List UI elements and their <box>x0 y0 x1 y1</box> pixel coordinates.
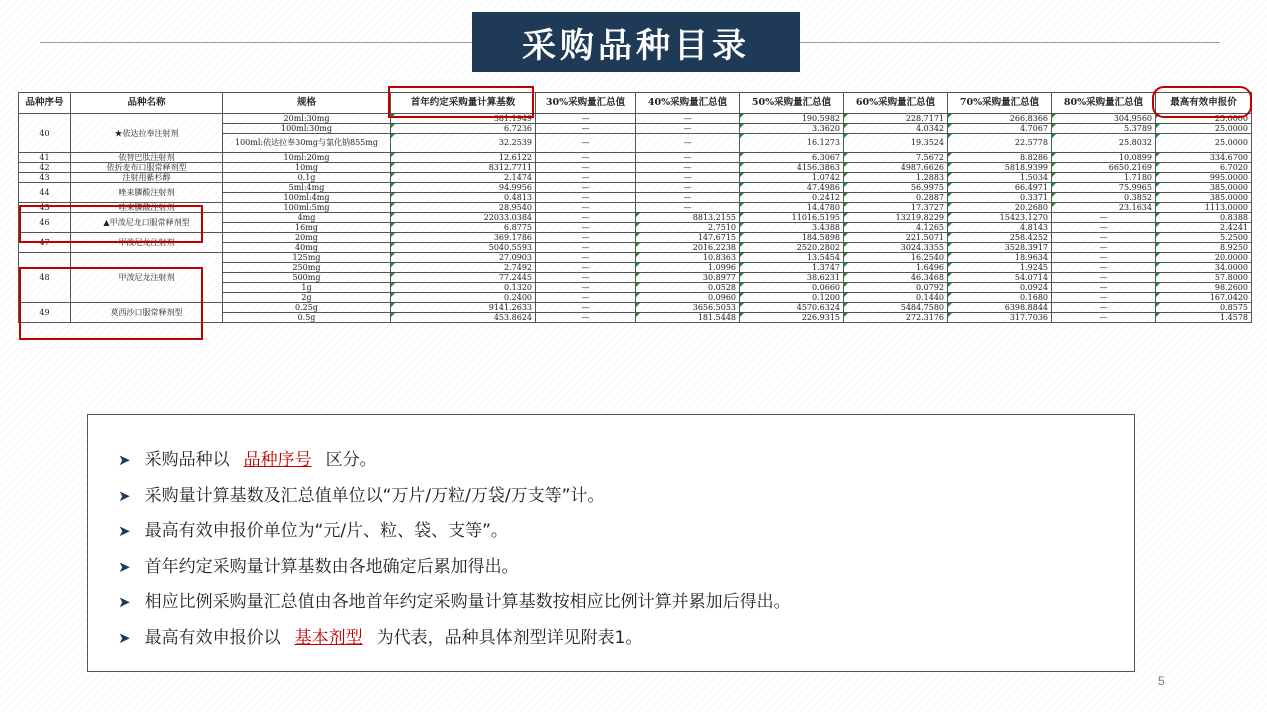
note-text: 相应比例采购量汇总值由各地首年约定采购量计算基数按相应比例计算并累加后得出。 <box>144 592 791 612</box>
p70-cell: 66.4971 <box>948 183 1052 193</box>
p30-cell: — <box>536 173 636 183</box>
p80-cell: — <box>1052 293 1156 303</box>
p40-cell: 0.0960 <box>636 293 740 303</box>
p80-cell: 5.3789 <box>1052 124 1156 134</box>
p30-cell: — <box>536 213 636 223</box>
p60-cell: 272.3176 <box>844 313 948 323</box>
p80-cell: 75.9965 <box>1052 183 1156 193</box>
p40-cell: — <box>636 163 740 173</box>
column-header: 品种序号 <box>19 93 71 114</box>
p50-cell: 3.3620 <box>740 124 844 134</box>
p30-cell: — <box>536 253 636 263</box>
base-cell: 5040.5593 <box>391 243 536 253</box>
price-cell: 385.0000 <box>1156 183 1252 193</box>
p80-cell: — <box>1052 313 1156 323</box>
p70-cell: 54.0714 <box>948 273 1052 283</box>
p70-cell: 18.9634 <box>948 253 1052 263</box>
base-cell: 381.1949 <box>391 114 536 124</box>
p60-cell: 0.2887 <box>844 193 948 203</box>
p60-cell: 13219.8229 <box>844 213 948 223</box>
p70-cell: 0.0924 <box>948 283 1052 293</box>
spec-cell: 20mg <box>223 233 391 243</box>
p70-cell: 8.8286 <box>948 153 1052 163</box>
variety-name-cell: 甲泼尼龙注射剂 <box>71 253 223 303</box>
p50-cell: 2520.2802 <box>740 243 844 253</box>
p30-cell: — <box>536 193 636 203</box>
variety-number-cell: 41 <box>19 153 71 163</box>
p60-cell: 228.7171 <box>844 114 948 124</box>
p60-cell: 17.3727 <box>844 203 948 213</box>
p50-cell: 0.2412 <box>740 193 844 203</box>
table-row <box>19 213 1252 223</box>
p40-cell: — <box>636 124 740 134</box>
p80-cell: 304.9560 <box>1052 114 1156 124</box>
p40-cell: — <box>636 193 740 203</box>
note-item <box>118 550 1134 586</box>
p30-cell: — <box>536 223 636 233</box>
price-cell: 5.2500 <box>1156 233 1252 243</box>
p40-cell: 1.0996 <box>636 263 740 273</box>
spec-cell: 20ml:30mg <box>223 114 391 124</box>
p50-cell: 47.4986 <box>740 183 844 193</box>
p50-cell: 184.5898 <box>740 233 844 243</box>
spec-cell: 500mg <box>223 273 391 283</box>
p40-cell: 0.0528 <box>636 283 740 293</box>
variety-number-cell: 44 <box>19 183 71 203</box>
variety-name-cell: 依替巴肽注射剂 <box>71 153 223 163</box>
p70-cell: 258.4252 <box>948 233 1052 243</box>
p70-cell: 6398.8844 <box>948 303 1052 313</box>
price-cell: 0.8575 <box>1156 303 1252 313</box>
notes-box <box>87 414 1135 672</box>
spec-cell: 100ml:4mg <box>223 193 391 203</box>
table-row <box>19 253 1252 263</box>
p80-cell: — <box>1052 303 1156 313</box>
price-cell: 385.0000 <box>1156 193 1252 203</box>
note-item <box>118 479 1134 515</box>
arrow-bullet-icon: ➤ <box>118 593 131 611</box>
spec-cell: 5ml:4mg <box>223 183 391 193</box>
note-highlight: 基本剂型 <box>294 627 363 648</box>
highlight-rows-44-45 <box>19 205 203 243</box>
note-text: 最高有效申报价单位为“元/片、粒、袋、支等”。 <box>144 521 508 541</box>
column-header: 60%采购量汇总值 <box>844 93 948 114</box>
table-header-row <box>19 93 1252 114</box>
column-header: 品种名称 <box>71 93 223 114</box>
spec-cell: 10ml:20mg <box>223 153 391 163</box>
base-cell: 94.9956 <box>391 183 536 193</box>
table-row <box>19 163 1252 173</box>
price-cell: 34.0000 <box>1156 263 1252 273</box>
p50-cell: 16.1273 <box>740 134 844 153</box>
p70-cell: 4.8143 <box>948 223 1052 233</box>
p50-cell: 1.0742 <box>740 173 844 183</box>
p40-cell: — <box>636 173 740 183</box>
highlight-base-header <box>388 86 534 118</box>
table-row <box>19 153 1252 163</box>
p60-cell: 1.6496 <box>844 263 948 273</box>
base-cell: 12.6122 <box>391 153 536 163</box>
table-row <box>19 183 1252 193</box>
table-row <box>19 203 1252 213</box>
p50-cell: 190.5982 <box>740 114 844 124</box>
price-cell: 334.6700 <box>1156 153 1252 163</box>
title-rule-right <box>800 42 1220 43</box>
p30-cell: — <box>536 233 636 243</box>
spec-cell: 1g <box>223 283 391 293</box>
price-cell: 25.0000 <box>1156 134 1252 153</box>
p50-cell: 11016.5195 <box>740 213 844 223</box>
price-cell: 98.2600 <box>1156 283 1252 293</box>
note-text: 首年约定采购量计算基数由各地确定后累加得出。 <box>144 556 519 577</box>
spec-cell: 0.5g <box>223 313 391 323</box>
page-number: 5 <box>1158 674 1165 688</box>
variety-name-cell: 甲泼尼龙注射剂 <box>71 233 223 253</box>
p30-cell: — <box>536 134 636 153</box>
price-cell: 8.9250 <box>1156 243 1252 253</box>
spec-cell: 100ml:30mg <box>223 124 391 134</box>
p80-cell: — <box>1052 223 1156 233</box>
note-text: 最高有效申报价以 <box>144 627 281 648</box>
p80-cell: — <box>1052 233 1156 243</box>
p50-cell: 226.9315 <box>740 313 844 323</box>
p40-cell: 2016.2238 <box>636 243 740 253</box>
column-header: 首年约定采购量计算基数 <box>391 93 536 114</box>
p70-cell: 5818.9399 <box>948 163 1052 173</box>
p40-cell: — <box>636 203 740 213</box>
base-cell: 28.9540 <box>391 203 536 213</box>
column-header: 50%采购量汇总值 <box>740 93 844 114</box>
p40-cell: 3656.5053 <box>636 303 740 313</box>
p40-cell: — <box>636 183 740 193</box>
p70-cell: 22.5778 <box>948 134 1052 153</box>
p60-cell: 1.2883 <box>844 173 948 183</box>
base-cell: 0.2400 <box>391 293 536 303</box>
p80-cell: 6650.2169 <box>1052 163 1156 173</box>
base-cell: 9141.2633 <box>391 303 536 313</box>
p60-cell: 16.2540 <box>844 253 948 263</box>
p60-cell: 56.9975 <box>844 183 948 193</box>
p30-cell: — <box>536 283 636 293</box>
p30-cell: — <box>536 273 636 283</box>
p40-cell: 8813.2155 <box>636 213 740 223</box>
price-cell: 57.8000 <box>1156 273 1252 283</box>
p30-cell: — <box>536 153 636 163</box>
base-cell: 77.2445 <box>391 273 536 283</box>
variety-number-cell: 45 <box>19 203 71 213</box>
variety-number-cell: 48 <box>19 253 71 303</box>
p50-cell: 0.1200 <box>740 293 844 303</box>
price-cell: 995.0000 <box>1156 173 1252 183</box>
slide-title: 采购品种目录 <box>472 12 800 72</box>
note-highlight: 品种序号 <box>243 450 312 470</box>
spec-cell: 2g <box>223 293 391 303</box>
p80-cell: — <box>1052 263 1156 273</box>
highlight-rows-47-48 <box>19 267 203 340</box>
variety-number-cell: 46 <box>19 213 71 233</box>
p40-cell: — <box>636 114 740 124</box>
note-item <box>118 443 1134 479</box>
base-cell: 0.1320 <box>391 283 536 293</box>
p60-cell: 221.5071 <box>844 233 948 243</box>
base-cell: 22033.0384 <box>391 213 536 223</box>
arrow-bullet-icon: ➤ <box>118 628 131 647</box>
p50-cell: 4570.6324 <box>740 303 844 313</box>
spec-cell: 10mg <box>223 163 391 173</box>
p70-cell: 0.3371 <box>948 193 1052 203</box>
spec-cell: 16mg <box>223 223 391 233</box>
p80-cell: — <box>1052 283 1156 293</box>
variety-name-cell: 唑来膦酸注射剂 <box>71 203 223 213</box>
p50-cell: 3.4388 <box>740 223 844 233</box>
variety-name-cell: 注射用紫杉醇 <box>71 173 223 183</box>
p60-cell: 19.3524 <box>844 134 948 153</box>
base-cell: 27.0903 <box>391 253 536 263</box>
p30-cell: — <box>536 124 636 134</box>
price-cell: 2.4241 <box>1156 223 1252 233</box>
p80-cell: — <box>1052 243 1156 253</box>
p80-cell: — <box>1052 253 1156 263</box>
variety-name-cell: 莫西沙口服常释剂型 <box>71 303 223 323</box>
p70-cell: 4.7067 <box>948 124 1052 134</box>
table-row <box>19 114 1252 124</box>
p30-cell: — <box>536 293 636 303</box>
p40-cell: 2.7510 <box>636 223 740 233</box>
spec-cell: 100ml:5mg <box>223 203 391 213</box>
base-cell: 32.2539 <box>391 134 536 153</box>
spec-cell: 250mg <box>223 263 391 273</box>
note-item <box>118 585 1134 621</box>
note-text: 采购量计算基数及汇总值单位以“万片/万粒/万袋/万支等”计。 <box>144 485 605 506</box>
price-cell: 6.7020 <box>1156 163 1252 173</box>
variety-number-cell: 43 <box>19 173 71 183</box>
base-cell: 369.1786 <box>391 233 536 243</box>
table-body <box>19 114 1252 323</box>
p70-cell: 266.8366 <box>948 114 1052 124</box>
p40-cell: 147.6715 <box>636 233 740 243</box>
p30-cell: — <box>536 263 636 273</box>
p40-cell: — <box>636 153 740 163</box>
p70-cell: 20.2680 <box>948 203 1052 213</box>
p30-cell: — <box>536 313 636 323</box>
column-header: 最高有效申报价 <box>1156 93 1252 114</box>
base-cell: 453.8624 <box>391 313 536 323</box>
p50-cell: 14.4780 <box>740 203 844 213</box>
base-cell: 6.7236 <box>391 124 536 134</box>
base-cell: 0.4813 <box>391 193 536 203</box>
p30-cell: — <box>536 203 636 213</box>
variety-number-cell: 40 <box>19 114 71 153</box>
variety-name-cell: ★依达拉奉注射剂 <box>71 114 223 153</box>
spec-cell: 4mg <box>223 213 391 223</box>
p80-cell: 1.7180 <box>1052 173 1156 183</box>
p60-cell: 3024.3355 <box>844 243 948 253</box>
base-cell: 2.1474 <box>391 173 536 183</box>
p70-cell: 317.7036 <box>948 313 1052 323</box>
p30-cell: — <box>536 303 636 313</box>
price-cell: 25.0000 <box>1156 124 1252 134</box>
p50-cell: 0.0660 <box>740 283 844 293</box>
variety-number-cell: 49 <box>19 303 71 323</box>
variety-name-cell: 依折麦布口服常释剂型 <box>71 163 223 173</box>
p40-cell: 10.8363 <box>636 253 740 263</box>
p40-cell: 30.8977 <box>636 273 740 283</box>
p60-cell: 4.1265 <box>844 223 948 233</box>
table-row <box>19 173 1252 183</box>
p60-cell: 7.5672 <box>844 153 948 163</box>
notes-list <box>88 415 1134 656</box>
column-header: 30%采购量汇总值 <box>536 93 636 114</box>
p40-cell: 181.5448 <box>636 313 740 323</box>
p30-cell: — <box>536 114 636 124</box>
p50-cell: 13.5454 <box>740 253 844 263</box>
variety-name-cell: ▲甲泼尼龙口服常释剂型 <box>71 213 223 233</box>
spec-cell: 0.1g <box>223 173 391 183</box>
note-item <box>118 621 1134 657</box>
note-text-after: 为代表，品种具体剂型详见附表1。 <box>376 627 643 648</box>
spec-cell: 100ml:依达拉奉30mg与氯化钠855mg <box>223 134 391 153</box>
p80-cell: 25.8032 <box>1052 134 1156 153</box>
p50-cell: 1.3747 <box>740 263 844 273</box>
price-cell: 1113.0000 <box>1156 203 1252 213</box>
p60-cell: 4.0342 <box>844 124 948 134</box>
price-cell: 1.4578 <box>1156 313 1252 323</box>
variety-name-cell: 唑来膦酸注射剂 <box>71 183 223 203</box>
p70-cell: 1.9245 <box>948 263 1052 273</box>
price-cell: 20.0000 <box>1156 253 1252 263</box>
spec-cell: 125mg <box>223 253 391 263</box>
catalog-table <box>18 92 1252 323</box>
p70-cell: 1.5034 <box>948 173 1052 183</box>
column-header: 规格 <box>223 93 391 114</box>
title-rule-left <box>40 42 472 43</box>
spec-cell: 0.25g <box>223 303 391 313</box>
p30-cell: — <box>536 163 636 173</box>
p80-cell: 23.1634 <box>1052 203 1156 213</box>
base-cell: 6.8775 <box>391 223 536 233</box>
p80-cell: — <box>1052 213 1156 223</box>
column-header: 40%采购量汇总值 <box>636 93 740 114</box>
column-header: 80%采购量汇总值 <box>1052 93 1156 114</box>
p70-cell: 15423.1270 <box>948 213 1052 223</box>
p60-cell: 0.1440 <box>844 293 948 303</box>
p30-cell: — <box>536 183 636 193</box>
highlight-price-header <box>1152 86 1252 118</box>
price-cell: 25.0000 <box>1156 114 1252 124</box>
p80-cell: 0.3852 <box>1052 193 1156 203</box>
p50-cell: 6.3067 <box>740 153 844 163</box>
p60-cell: 0.0792 <box>844 283 948 293</box>
p70-cell: 0.1680 <box>948 293 1052 303</box>
table-row <box>19 233 1252 243</box>
p50-cell: 38.6231 <box>740 273 844 283</box>
column-header: 70%采购量汇总值 <box>948 93 1052 114</box>
arrow-bullet-icon: ➤ <box>118 522 131 540</box>
note-item <box>118 514 1134 550</box>
p70-cell: 3528.3917 <box>948 243 1052 253</box>
p60-cell: 46.3468 <box>844 273 948 283</box>
price-cell: 0.8388 <box>1156 213 1252 223</box>
variety-number-cell: 42 <box>19 163 71 173</box>
p60-cell: 4987.6626 <box>844 163 948 173</box>
spec-cell: 40mg <box>223 243 391 253</box>
arrow-bullet-icon: ➤ <box>118 486 131 505</box>
p60-cell: 5484.7580 <box>844 303 948 313</box>
variety-number-cell: 47 <box>19 233 71 253</box>
table-row <box>19 303 1252 313</box>
price-cell: 167.0420 <box>1156 293 1252 303</box>
base-cell: 2.7492 <box>391 263 536 273</box>
p40-cell: — <box>636 134 740 153</box>
arrow-bullet-icon: ➤ <box>118 451 131 469</box>
p30-cell: — <box>536 243 636 253</box>
p50-cell: 4156.3863 <box>740 163 844 173</box>
p80-cell: — <box>1052 273 1156 283</box>
note-text: 采购品种以 <box>144 450 230 470</box>
p80-cell: 10.0899 <box>1052 153 1156 163</box>
note-text-after: 区分。 <box>325 450 377 470</box>
base-cell: 8312.7711 <box>391 163 536 173</box>
arrow-bullet-icon: ➤ <box>118 557 131 576</box>
